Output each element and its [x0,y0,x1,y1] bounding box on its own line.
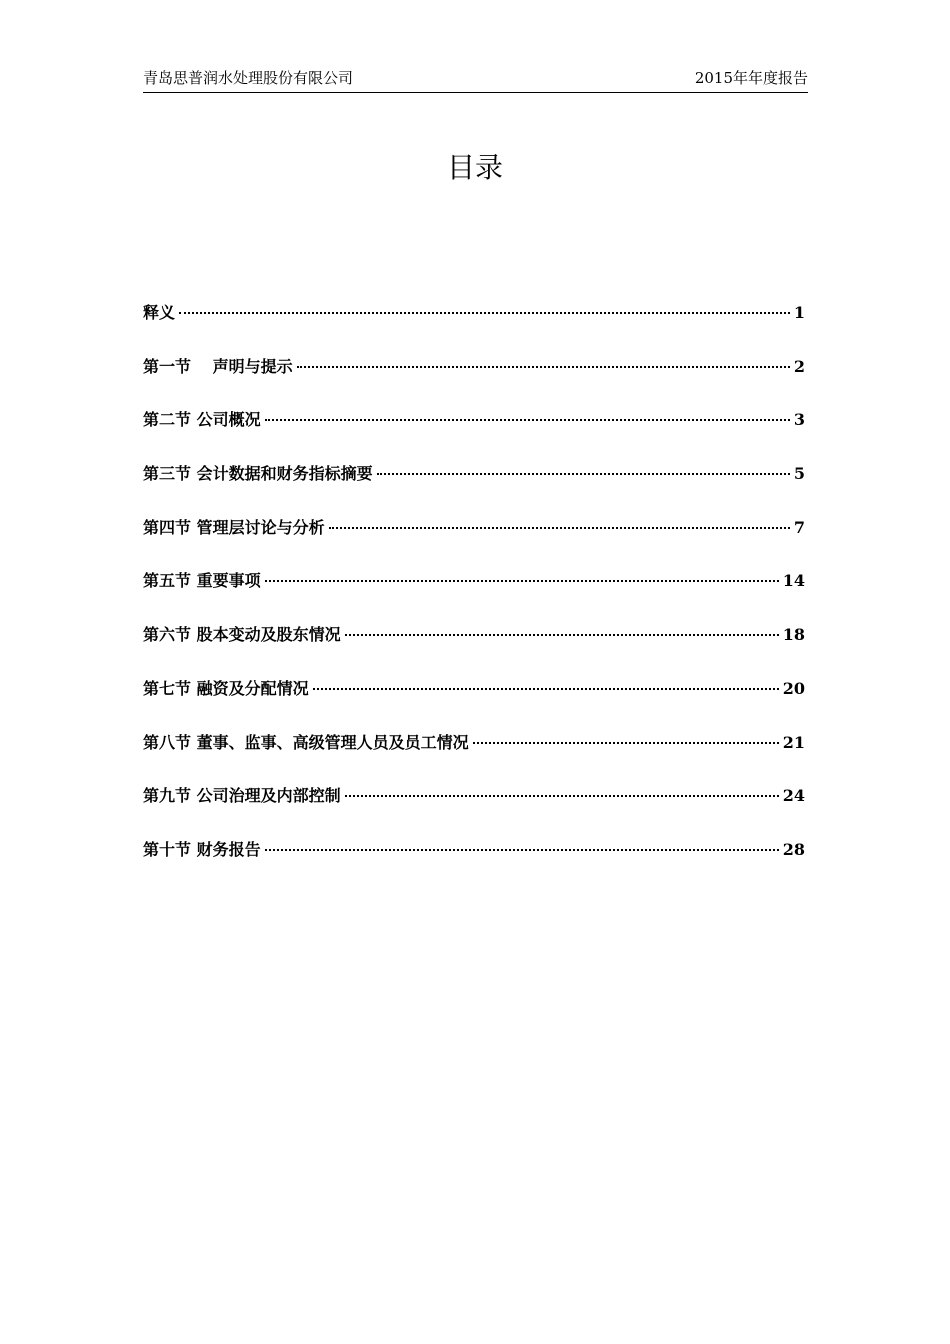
toc-leader [179,312,790,314]
toc-page-number: 2 [793,356,805,376]
toc-item-section-6[interactable] [143,622,805,676]
toc-page-number: 18 [782,625,805,645]
toc-item-label: 第五节 重要事项 [143,571,261,591]
toc-item-label: 第七节 融资及分配情况 [143,678,309,698]
toc-page-number: 20 [782,678,805,698]
toc-page-number: 1 [793,303,805,322]
company-name: 青岛思普润水处理股份有限公司 [143,69,354,87]
toc-leader [265,419,790,421]
toc-leader [265,849,779,851]
toc-page-number: 7 [793,517,805,537]
toc-leader [265,580,779,582]
toc-item-section-8[interactable] [143,730,805,784]
toc-item-label: 第十节 财务报告 [143,839,261,859]
toc-item-label: 第六节 股本变动及股东情况 [143,625,341,645]
toc-page-number: 28 [782,839,805,859]
toc-leader [345,634,779,636]
toc-item-section-3[interactable] [143,461,805,515]
toc-page-number: 14 [782,571,805,591]
toc-item-section-4[interactable] [143,515,805,569]
toc-leader [377,473,790,475]
toc-leader [297,366,790,368]
toc-item-section-10[interactable] [143,837,805,891]
page-title: 目录 [446,151,503,184]
toc-item-label: 第九节 公司治理及内部控制 [143,786,341,806]
toc-item-label: 第一节 声明与提示 [143,356,293,376]
toc-item-section-7[interactable] [143,676,805,730]
toc-item-section-9[interactable] [143,783,805,837]
toc-item-label: 第八节 董事、监事、高级管理人员及员工情况 [143,732,469,752]
toc-page-number: 3 [793,410,805,430]
toc-page-number: 5 [793,464,805,484]
toc-item-section-5[interactable] [143,568,805,622]
toc-item-section-2[interactable] [143,407,805,461]
toc-item-section-1[interactable] [143,354,805,408]
toc-item-label: 第二节 公司概况 [143,410,261,430]
toc-leader [473,742,779,744]
toc-item-label: 释义 [143,303,176,322]
toc-leader [313,688,779,690]
toc-item-label: 第四节 管理层讨论与分析 [143,517,325,537]
toc-page-number: 21 [782,732,805,752]
table-of-contents [143,300,805,891]
toc-leader [345,795,779,797]
toc-leader [329,527,790,529]
toc-page-number: 24 [782,786,805,806]
report-title: 2015年年度报告 [694,69,808,87]
page-header [143,68,808,93]
toc-item-definitions[interactable] [143,300,805,354]
toc-item-label: 第三节 会计数据和财务指标摘要 [143,464,373,484]
